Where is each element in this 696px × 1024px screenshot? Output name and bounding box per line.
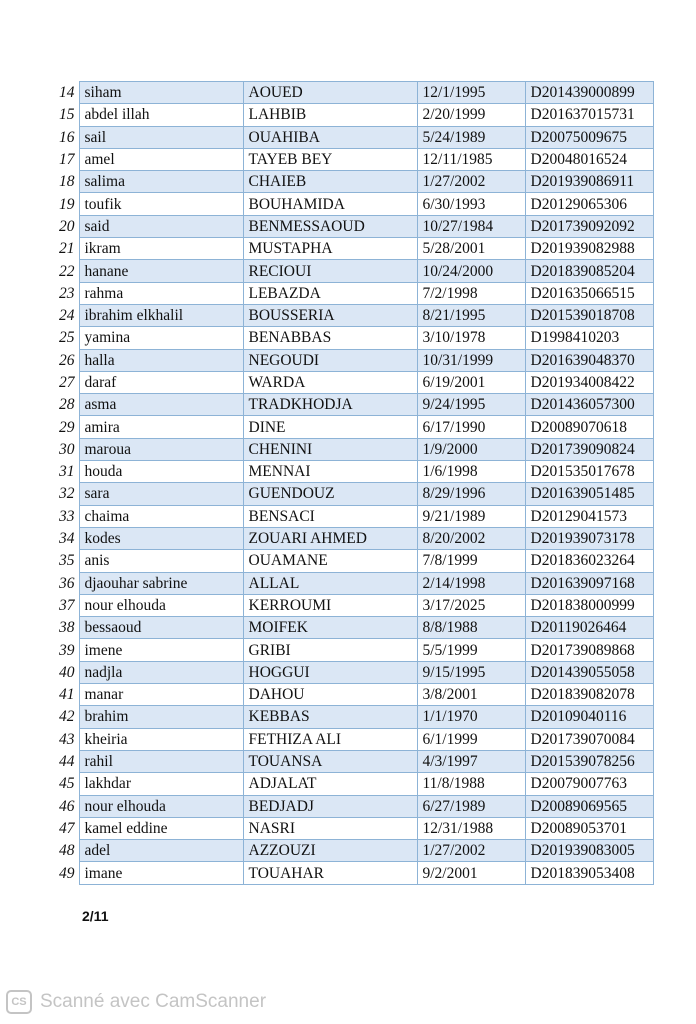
last-name-cell: NEGOUDI [243, 349, 417, 371]
last-name-cell: OUAHIBA [243, 126, 417, 148]
first-name-cell: djaouhar sabrine [79, 572, 243, 594]
camscanner-watermark [6, 989, 266, 1015]
row-number: 43 [59, 730, 75, 748]
birth-date-cell: 12/31/1988 [417, 817, 525, 839]
last-name-cell: DAHOU [243, 684, 417, 706]
last-name-cell: DINE [243, 416, 417, 438]
last-name-cell: GRIBI [243, 639, 417, 661]
table-row [57, 148, 653, 170]
row-number: 32 [59, 485, 75, 503]
last-name-cell: RECIOUI [243, 260, 417, 282]
table-row [57, 461, 653, 483]
first-name-cell: sail [79, 126, 243, 148]
last-name-cell: HOGGUI [243, 661, 417, 683]
row-number: 26 [59, 351, 75, 369]
last-name-cell: TOUANSA [243, 750, 417, 772]
registration-id-cell: D201939082988 [525, 238, 653, 260]
row-number: 40 [59, 663, 75, 681]
row-number: 31 [59, 463, 75, 481]
last-name-cell: LAHBIB [243, 104, 417, 126]
birth-date-cell: 9/21/1989 [417, 505, 525, 527]
row-number: 20 [59, 217, 75, 235]
first-name-cell: bessaoud [79, 617, 243, 639]
row-number: 44 [59, 753, 75, 771]
first-name-cell: toufik [79, 193, 243, 215]
first-name-cell: imane [79, 862, 243, 884]
registration-id-cell: D201739089868 [525, 639, 653, 661]
row-number: 28 [59, 396, 75, 414]
first-name-cell: rahil [79, 750, 243, 772]
row-number: 22 [59, 262, 75, 280]
table-row [57, 728, 653, 750]
table-row [57, 416, 653, 438]
registration-id-cell: D201637015731 [525, 104, 653, 126]
table-row [57, 684, 653, 706]
row-number: 27 [59, 374, 75, 391]
row-number: 30 [59, 440, 75, 458]
row-number: 36 [59, 574, 75, 592]
registration-id-cell: D201939073178 [525, 527, 653, 549]
birth-date-cell: 2/14/1998 [417, 572, 525, 594]
first-name-cell: abdel illah [79, 104, 243, 126]
page-number: 2/11 [82, 908, 109, 924]
row-number: 35 [59, 552, 75, 570]
table-row [57, 126, 653, 148]
table-row [57, 304, 653, 326]
camscanner-logo-icon: CS [6, 990, 32, 1014]
table-row [57, 260, 653, 282]
row-number: 21 [59, 240, 75, 258]
registration-id-cell: D20089053701 [525, 817, 653, 839]
table-row [57, 750, 653, 772]
last-name-cell: ZOUARI AHMED [243, 527, 417, 549]
table-row [57, 795, 653, 817]
registration-id-cell: D201839053408 [525, 862, 653, 884]
first-name-cell: anis [79, 550, 243, 572]
birth-date-cell: 3/8/2001 [417, 684, 525, 706]
registration-id-cell: D20129065306 [525, 193, 653, 215]
birth-date-cell: 5/24/1989 [417, 126, 525, 148]
table-row [57, 594, 653, 616]
registration-id-cell: D1998410203 [525, 327, 653, 349]
first-name-cell: ibrahim elkhalil [79, 304, 243, 326]
last-name-cell: LEBAZDA [243, 282, 417, 304]
watermark-text: Scanné avec CamScanner [40, 991, 267, 1012]
birth-date-cell: 9/15/1995 [417, 661, 525, 683]
registration-id-cell: D201539078256 [525, 750, 653, 772]
first-name-cell: nour elhouda [79, 594, 243, 616]
birth-date-cell: 5/28/2001 [417, 238, 525, 260]
birth-date-cell: 9/24/1995 [417, 394, 525, 416]
registration-id-cell: D20089070618 [525, 416, 653, 438]
first-name-cell: brahim [79, 706, 243, 728]
registration-id-cell: D20075009675 [525, 126, 653, 148]
registration-id-cell: D201739092092 [525, 215, 653, 237]
last-name-cell: ADJALAT [243, 773, 417, 795]
first-name-cell: daraf [79, 371, 243, 393]
registration-id-cell: D20048016524 [525, 148, 653, 170]
birth-date-cell: 1/9/2000 [417, 438, 525, 460]
row-number: 19 [59, 195, 75, 213]
first-name-cell: chaima [79, 505, 243, 527]
birth-date-cell: 6/1/1999 [417, 728, 525, 750]
table-row [57, 238, 653, 260]
birth-date-cell: 6/30/1993 [417, 193, 525, 215]
row-number: 17 [59, 151, 75, 169]
first-name-cell: said [79, 215, 243, 237]
birth-date-cell: 6/17/1990 [417, 416, 525, 438]
table-row [57, 82, 653, 104]
last-name-cell: WARDA [243, 371, 417, 393]
row-number: 39 [59, 641, 75, 659]
row-number: 16 [59, 128, 75, 146]
last-name-cell: BOUSSERIA [243, 304, 417, 326]
first-name-cell: salima [79, 171, 243, 193]
table-row [57, 349, 653, 371]
registration-id-cell: D201439000899 [525, 82, 653, 104]
birth-date-cell: 4/3/1997 [417, 750, 525, 772]
registration-id-cell: D20129041573 [525, 505, 653, 527]
registration-id-cell: D201939083005 [525, 840, 653, 862]
roster-table-body [57, 82, 653, 885]
first-name-cell: manar [79, 684, 243, 706]
first-name-cell: hanane [79, 260, 243, 282]
table-row [57, 773, 653, 795]
birth-date-cell: 10/31/1999 [417, 349, 525, 371]
birth-date-cell: 8/20/2002 [417, 527, 525, 549]
last-name-cell: MOIFEK [243, 617, 417, 639]
registration-id-cell: D20109040116 [525, 706, 653, 728]
first-name-cell: rahma [79, 282, 243, 304]
table-row [57, 394, 653, 416]
row-number: 15 [59, 106, 75, 124]
birth-date-cell: 5/5/1999 [417, 639, 525, 661]
row-number: 34 [59, 530, 75, 548]
table-row [57, 371, 653, 393]
table-row [57, 527, 653, 549]
table-row [57, 617, 653, 639]
row-number: 33 [59, 507, 75, 525]
first-name-cell: imene [79, 639, 243, 661]
birth-date-cell: 1/27/2002 [417, 840, 525, 862]
registration-id-cell: D201839085204 [525, 260, 653, 282]
table-row [57, 817, 653, 839]
row-number: 14 [59, 84, 75, 102]
last-name-cell: OUAMANE [243, 550, 417, 572]
last-name-cell: FETHIZA ALI [243, 728, 417, 750]
first-name-cell: kheiria [79, 728, 243, 750]
first-name-cell: ikram [79, 238, 243, 260]
last-name-cell: NASRI [243, 817, 417, 839]
birth-date-cell: 12/1/1995 [417, 82, 525, 104]
last-name-cell: AOUED [243, 82, 417, 104]
table-row [57, 438, 653, 460]
table-row [57, 215, 653, 237]
table-row [57, 706, 653, 728]
first-name-cell: houda [79, 461, 243, 483]
birth-date-cell: 9/2/2001 [417, 862, 525, 884]
row-number: 24 [59, 307, 75, 325]
first-name-cell: nadjla [79, 661, 243, 683]
row-number: 23 [59, 284, 75, 302]
table-row [57, 661, 653, 683]
birth-date-cell: 1/1/1970 [417, 706, 525, 728]
last-name-cell: TOUAHAR [243, 862, 417, 884]
row-number: 37 [59, 596, 75, 614]
registration-id-cell: D201535017678 [525, 461, 653, 483]
first-name-cell: kamel eddine [79, 817, 243, 839]
birth-date-cell: 7/8/1999 [417, 550, 525, 572]
birth-date-cell: 11/8/1988 [417, 773, 525, 795]
birth-date-cell: 12/11/1985 [417, 148, 525, 170]
registration-id-cell: D201635066515 [525, 282, 653, 304]
registration-id-cell: D201539018708 [525, 304, 653, 326]
first-name-cell: adel [79, 840, 243, 862]
registration-id-cell: D201739070084 [525, 728, 653, 750]
last-name-cell: AZZOUZI [243, 840, 417, 862]
table-row [57, 840, 653, 862]
registration-id-cell: D201934008422 [525, 371, 653, 393]
last-name-cell: BEDJADJ [243, 795, 417, 817]
row-number: 42 [59, 708, 75, 726]
birth-date-cell: 1/27/2002 [417, 171, 525, 193]
registration-id-cell: D20119026464 [525, 617, 653, 639]
birth-date-cell: 10/27/1984 [417, 215, 525, 237]
birth-date-cell: 1/6/1998 [417, 461, 525, 483]
roster-table [57, 81, 654, 885]
row-number: 45 [59, 775, 75, 793]
row-number: 25 [59, 329, 75, 347]
last-name-cell: CHENINI [243, 438, 417, 460]
table-row [57, 483, 653, 505]
row-number: 49 [59, 864, 75, 882]
birth-date-cell: 8/21/1995 [417, 304, 525, 326]
table-row [57, 639, 653, 661]
registration-id-cell: D201639048370 [525, 349, 653, 371]
table-row [57, 572, 653, 594]
birth-date-cell: 10/24/2000 [417, 260, 525, 282]
birth-date-cell: 6/27/1989 [417, 795, 525, 817]
last-name-cell: BOUHAMIDA [243, 193, 417, 215]
row-number: 29 [59, 418, 75, 436]
registration-id-cell: D201639097168 [525, 572, 653, 594]
last-name-cell: BENABBAS [243, 327, 417, 349]
first-name-cell: lakhdar [79, 773, 243, 795]
birth-date-cell: 3/17/2025 [417, 594, 525, 616]
last-name-cell: BENMESSAOUD [243, 215, 417, 237]
registration-id-cell: D201838000999 [525, 594, 653, 616]
table-row [57, 862, 653, 884]
registration-id-cell: D201739090824 [525, 438, 653, 460]
last-name-cell: MUSTAPHA [243, 238, 417, 260]
first-name-cell: sara [79, 483, 243, 505]
birth-date-cell: 6/19/2001 [417, 371, 525, 393]
last-name-cell: TAYEB BEY [243, 148, 417, 170]
row-number: 48 [59, 842, 75, 860]
last-name-cell: TRADKHODJA [243, 394, 417, 416]
birth-date-cell: 3/10/1978 [417, 327, 525, 349]
registration-id-cell: D201939086911 [525, 171, 653, 193]
registration-id-cell: D201436057300 [525, 394, 653, 416]
last-name-cell: GUENDOUZ [243, 483, 417, 505]
last-name-cell: BENSACI [243, 505, 417, 527]
birth-date-cell: 8/8/1988 [417, 617, 525, 639]
last-name-cell: ALLAL [243, 572, 417, 594]
last-name-cell: KERROUMI [243, 594, 417, 616]
registration-id-cell: D201439055058 [525, 661, 653, 683]
last-name-cell: CHAIEB [243, 171, 417, 193]
registration-id-cell: D201836023264 [525, 550, 653, 572]
table-row [57, 104, 653, 126]
birth-date-cell: 8/29/1996 [417, 483, 525, 505]
registration-id-cell: D201639051485 [525, 483, 653, 505]
first-name-cell: yamina [79, 327, 243, 349]
registration-id-cell: D20089069565 [525, 795, 653, 817]
table-row [57, 171, 653, 193]
table-row [57, 327, 653, 349]
row-number: 18 [59, 173, 75, 191]
first-name-cell: kodes [79, 527, 243, 549]
birth-date-cell: 2/20/1999 [417, 104, 525, 126]
registration-id-cell: D201839082078 [525, 684, 653, 706]
row-number: 41 [59, 686, 75, 704]
table-row [57, 550, 653, 572]
row-number: 38 [59, 619, 75, 637]
row-number: 47 [59, 819, 75, 837]
first-name-cell: asma [79, 394, 243, 416]
first-name-cell: halla [79, 349, 243, 371]
first-name-cell: siham [79, 82, 243, 104]
table-row [57, 193, 653, 215]
first-name-cell: amira [79, 416, 243, 438]
table-row [57, 505, 653, 527]
first-name-cell: nour elhouda [79, 795, 243, 817]
registration-id-cell: D20079007763 [525, 773, 653, 795]
last-name-cell: MENNAI [243, 461, 417, 483]
birth-date-cell: 7/2/1998 [417, 282, 525, 304]
last-name-cell: KEBBAS [243, 706, 417, 728]
table-row [57, 282, 653, 304]
first-name-cell: maroua [79, 438, 243, 460]
first-name-cell: amel [79, 148, 243, 170]
row-number: 46 [59, 797, 75, 815]
